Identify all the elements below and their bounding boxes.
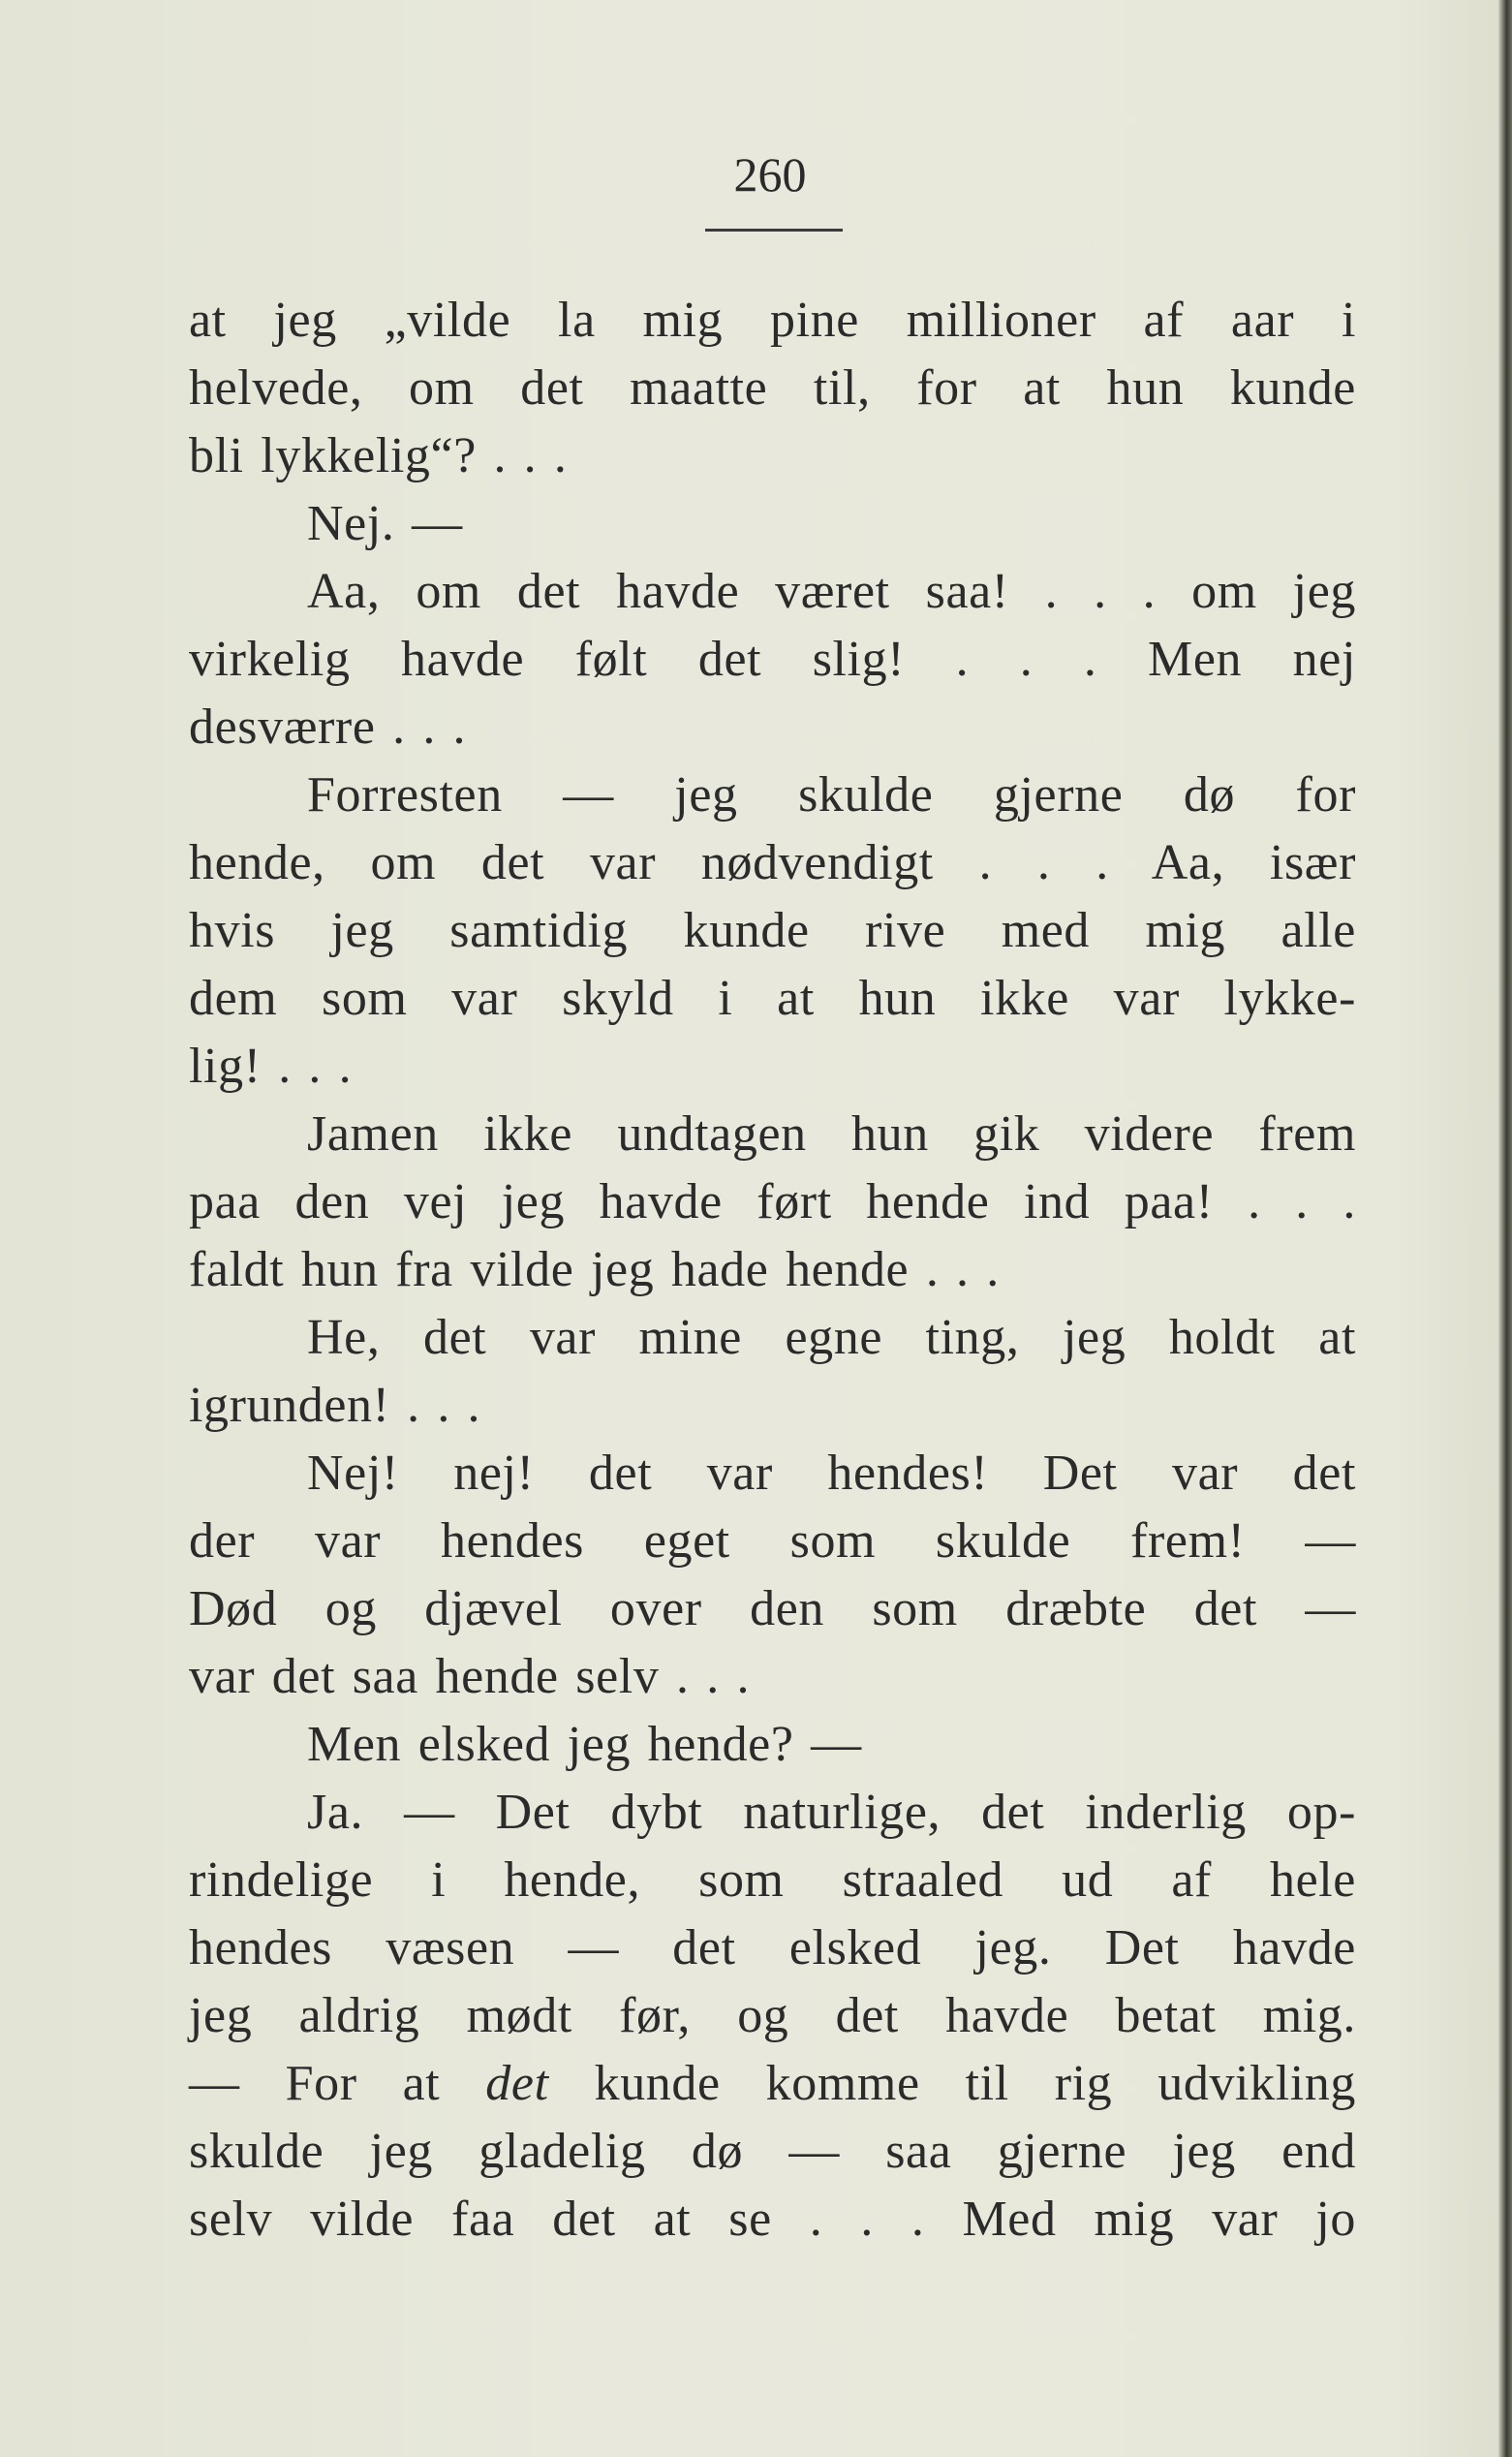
text-line: selv vilde faa det at se . . . Med mig var jo bbox=[189, 2192, 1356, 2247]
text-segment: — For at bbox=[189, 2056, 486, 2111]
text-line: lig! . . . bbox=[189, 1039, 353, 1094]
text-line: der var hendes eget som skulde frem! — bbox=[189, 1513, 1356, 1569]
text-line: helvede, om det maatte til, for at hun kunde bbox=[189, 360, 1356, 416]
text-line: Men elsked jeg hende? — bbox=[307, 1717, 862, 1772]
text-line: jeg aldrig mødt før, og det havde betat mig. bbox=[189, 1988, 1356, 2043]
text-line: Død og djævel over den som dræbte det — bbox=[189, 1581, 1356, 1636]
text-line: Jamen ikke undtagen hun gik videre frem bbox=[307, 1106, 1356, 1162]
text-line: at jeg „vilde la mig pine millioner af aar i bbox=[189, 293, 1356, 348]
text-line: Ja. — Det dybt naturlige, det inderlig op- bbox=[307, 1785, 1356, 1840]
text-line: hendes væsen — det elsked jeg. Det havde bbox=[189, 1920, 1356, 1975]
text-line: desværre . . . bbox=[189, 700, 467, 755]
text-line: rindelige i hende, som straaled ud af hele bbox=[189, 1852, 1356, 1908]
text-line: hvis jeg samtidig kunde rive med mig alle bbox=[189, 903, 1356, 958]
text-line: Nej! nej! det var hendes! Det var det bbox=[307, 1446, 1356, 1501]
body-text bbox=[189, 287, 1356, 2254]
text-line: paa den vej jeg havde ført hende ind paa! . . . bbox=[189, 1174, 1356, 1229]
text-segment: kunde komme til rig udvikling bbox=[548, 2056, 1356, 2111]
text-line: Forresten — jeg skulde gjerne dø for bbox=[307, 767, 1356, 823]
text-line: Aa, om det havde været saa! . . . om jeg bbox=[307, 564, 1356, 619]
text-line: dem som var skyld i at hun ikke var lykke- bbox=[189, 971, 1356, 1026]
text-line: He, det var mine egne ting, jeg holdt at bbox=[307, 1310, 1356, 1365]
header-rule bbox=[705, 229, 843, 232]
text-line: igrunden! . . . bbox=[189, 1378, 481, 1433]
text-line: skulde jeg gladelig dø — saa gjerne jeg end bbox=[189, 2124, 1356, 2179]
text-line: bli lykkelig“? . . . bbox=[189, 428, 568, 483]
page-number: 260 bbox=[733, 147, 807, 202]
text-line bbox=[189, 2050, 1356, 2118]
text-line: faldt hun fra vilde jeg hade hende . . . bbox=[189, 1242, 1000, 1297]
text-line: Nej. — bbox=[307, 496, 463, 551]
text-line: hende, om det var nødvendigt . . . Aa, især bbox=[189, 835, 1356, 890]
text-line: virkelig havde følt det slig! . . . Men nej bbox=[189, 632, 1356, 687]
italic-word: det bbox=[485, 2056, 549, 2111]
text-line: var det saa hende selv . . . bbox=[189, 1649, 751, 1704]
page-edge bbox=[1498, 0, 1512, 2457]
